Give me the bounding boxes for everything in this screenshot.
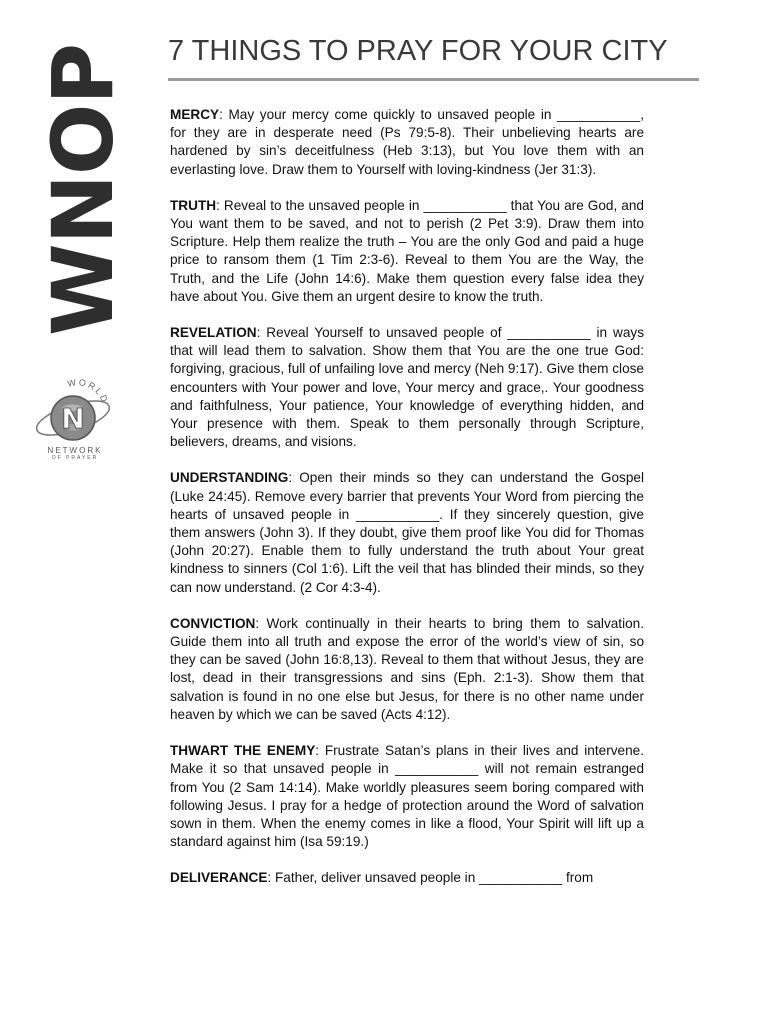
title-divider bbox=[168, 78, 699, 81]
prayer-section-conviction bbox=[170, 615, 644, 724]
vertical-brand bbox=[33, 30, 132, 350]
section-body: : Open their minds so they can understand the Gospel (Luke 24:45). Remove every barrier that prevents Your Word from piercing the hearts of unsaved people in ___________. If they sincerely question, give them answers (John 3). If they doubt, give them proof like You did for Thomas (John 20:27). Enable them to fully understand the truth about Your great kindness to sinners (Col 1:6). Lift the veil that has blinded their minds, so they can now understand. (2 Cor 4:3-4). bbox=[170, 470, 644, 595]
prayer-section-mercy bbox=[170, 106, 644, 179]
section-body: : Reveal Yourself to unsaved people of ___________ in ways that will lead them to salvation. Show them that You are the one true God: forgiving, gracious, full of unfailing love and mercy (Neh 9:17). Give them close encounters with Your power and love, Your mercy and grace,. Your goodness and faithfulness, Your patience, Your knowledge of everything hidden, and Your presence with them. Speak to them personally through Scripture, believers, dreams, and visions. bbox=[170, 325, 644, 450]
section-heading: DELIVERANCE bbox=[170, 870, 268, 886]
prayer-section-thwart-the-enemy bbox=[170, 742, 644, 851]
prayer-list bbox=[170, 106, 644, 906]
logo-caption bbox=[30, 447, 120, 461]
logo-bottom-text: NETWORK bbox=[47, 446, 103, 455]
prayer-section-truth bbox=[170, 197, 644, 306]
vertical-brand-text: WNOP bbox=[33, 44, 132, 336]
logo-top-text: WORLD bbox=[66, 378, 111, 406]
section-heading: MERCY bbox=[170, 107, 220, 122]
section-heading: THWART THE ENEMY bbox=[170, 743, 316, 759]
logo-letter: N bbox=[61, 402, 85, 435]
section-body: : May your mercy come quickly to unsaved people in ___________, for they are in desperate need (Ps 79:5-8). Their unbelieving hearts are hardened by sin’s deceitfulness (Heb 3:13), but You love them with an everlasting love. Draw them to Yourself with loving-kindness (Jer 31:3). bbox=[170, 107, 644, 177]
logo-bottom-small-text: OF PRAYER bbox=[51, 454, 99, 461]
section-heading: CONVICTION bbox=[170, 615, 256, 631]
prayer-section-deliverance bbox=[170, 869, 644, 887]
section-body: : Frustrate Satan’s plans in their lives and intervene. Make it so that unsaved people in ___________ will not remain estranged from You (2 Sam 14:14). Make worldly pleasures seem boring compared with following Jesus. I pray for a hedge of protection around the Word of salvation sown in them. When the enemy comes in like a flood, Your Spirit will lift up a standard against him (Isa 59:19.) bbox=[170, 743, 644, 850]
section-body: : Work continually in their hearts to bring them to salvation. Guide them into all truth and expose the error of the world’s view of sin, so they can be saved (John 16:8,13). Reveal to them that without Jesus, they are lost, dead in their transgressions and sins (Eph. 2:1-3). Show them that salvation is found in no one else but Jesus, for there is no other name under heaven by which we can be saved (Acts 4:12). bbox=[170, 615, 644, 722]
header bbox=[168, 34, 699, 81]
prayer-section-revelation bbox=[170, 324, 644, 451]
page-title: 7 THINGS TO PRAY FOR YOUR CITY bbox=[168, 35, 668, 67]
sidebar bbox=[0, 0, 150, 1024]
prayer-section-understanding bbox=[170, 469, 644, 596]
section-heading: UNDERSTANDING bbox=[170, 470, 289, 486]
section-body: : Father, deliver unsaved people in ___________ from bbox=[267, 870, 594, 886]
globe-logo-icon bbox=[32, 378, 118, 450]
section-body: : Reveal to the unsaved people in ___________ that You are God, and You want them to be saved, and not to perish (2 Pet 3:9). Draw them into Scripture. Help them realize the truth – You are the only God and paid a huge price to ransom them (1 Tim 2:3-6). Reveal to them You are the Way, the Truth, and the Life (John 14:6). Make them question every false idea they have about You. Give them an urgent desire to know the truth. bbox=[170, 197, 644, 304]
section-heading: TRUTH bbox=[170, 197, 217, 213]
section-heading: REVELATION bbox=[170, 325, 257, 341]
